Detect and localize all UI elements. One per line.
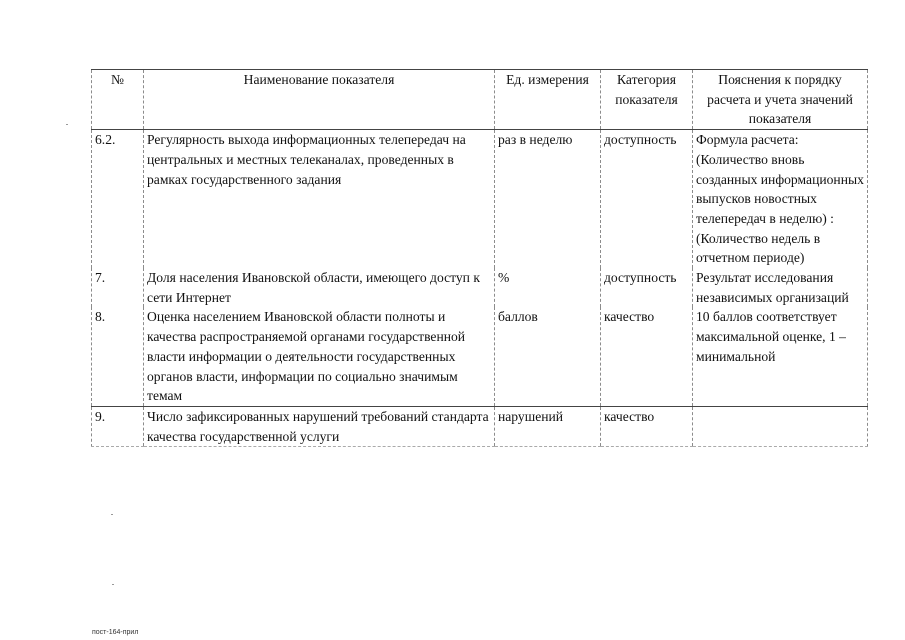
row-unit: раз в неделю (495, 130, 601, 268)
indicators-table (91, 69, 868, 447)
table-row (92, 406, 868, 446)
row-category: доступность (601, 130, 693, 268)
row-name: Регулярность выхода информационных телепередач на центральных и местных телеканалах, проведенных в рамках государственного задания (144, 130, 495, 268)
header-category: Категория показателя (601, 70, 693, 130)
scan-speck (66, 124, 68, 125)
header-notes: Пояснения к порядку расчета и учета значений показателя (693, 70, 868, 130)
row-notes (693, 406, 868, 446)
table-row (92, 307, 868, 406)
table-header-row (92, 70, 868, 130)
row-notes: 10 баллов соответствует максимальной оценке, 1 – минимальной (693, 307, 868, 406)
row-category: доступность (601, 268, 693, 307)
header-name: Наименование показателя (144, 70, 495, 130)
row-name: Число зафиксированных нарушений требований стандарта качества государственной услуги (144, 406, 495, 446)
row-unit: баллов (495, 307, 601, 406)
row-notes: Результат исследования независимых организаций (693, 268, 868, 307)
row-num: 6.2. (92, 130, 144, 268)
row-category: качество (601, 406, 693, 446)
row-num: 7. (92, 268, 144, 307)
row-num: 9. (92, 406, 144, 446)
header-num: № (92, 70, 144, 130)
row-name: Доля населения Ивановской области, имеющего доступ к сети Интернет (144, 268, 495, 307)
footer-note: пост-164-прил (92, 629, 139, 636)
row-unit: % (495, 268, 601, 307)
row-notes: Формула расчета: (Количество вновь созданных информационных выпусков новостных телепередач в неделю) : (Количество недель в отчетном периоде) (693, 130, 868, 268)
header-unit: Ед. измерения (495, 70, 601, 130)
scan-speck (112, 584, 114, 585)
row-num: 8. (92, 307, 144, 406)
table-row (92, 130, 868, 268)
row-name: Оценка населением Ивановской области полноты и качества распространяемой органами государственной власти информации о деятельности государственных органов власти, информации по социально значимым темам (144, 307, 495, 406)
row-unit: нарушений (495, 406, 601, 446)
scan-speck (111, 514, 113, 515)
row-category: качество (601, 307, 693, 406)
table-row (92, 268, 868, 307)
